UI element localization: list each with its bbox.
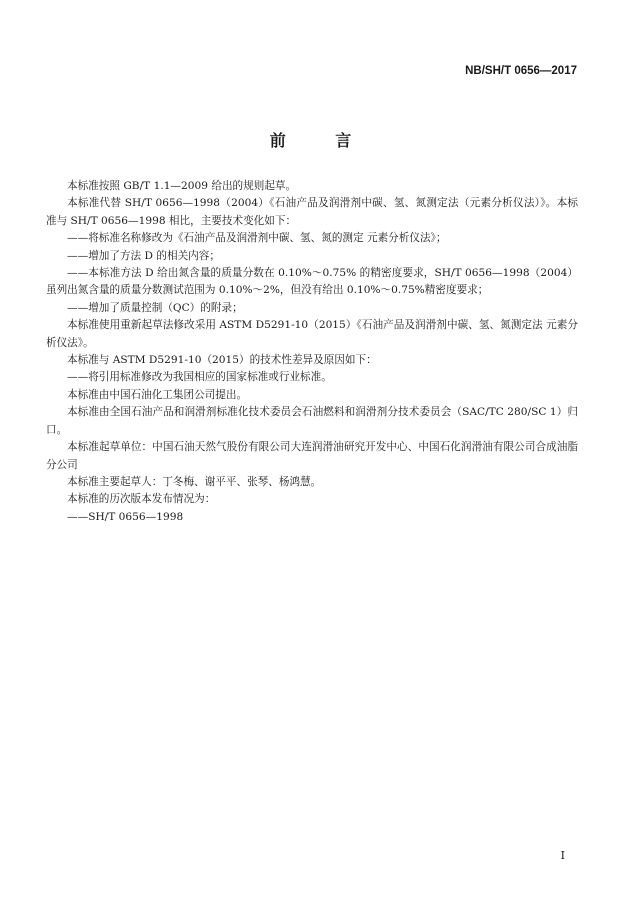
paragraph: 本标准与 ASTM D5291-10（2015）的技术性差异及原因如下：	[67, 354, 377, 367]
paragraph: ——将标准名称修改为《石油产品及润滑剂中碳、氢、氮的测定 元素分析仪法》；	[67, 232, 447, 245]
paragraph: 本标准起草单位：中国石油天然气股份有限公司大连润滑油研究开发中心、中国石化润滑油有限公司合成油脂分公司	[46, 441, 578, 471]
paragraph: 本标准的历次版本发布情况为：	[67, 493, 216, 506]
paragraph: 本标准使用重新起草法修改采用 ASTM D5291-10（2015）《石油产品及润滑剂中碳、氢、氮测定法 元素分析仪法》。	[46, 319, 578, 349]
paragraph: ——本标准方法 D 给出氮含量的质量分数在 0.10%～0.75% 的精密度要求，SH/T 0656—1998（2004）虽列出氮含量的质量分数测试范围为 0.10%～2%，但没有给出 0.10%～0.75%精密度要求；	[46, 267, 578, 297]
paragraph: 本标准按照 GB/T 1.1—2009 给出的规则起草。	[67, 180, 297, 192]
paragraph: 本标准由中国石油化工集团公司提出。	[67, 388, 248, 401]
paragraph: ——增加了质量控制（QC）的附录；	[67, 301, 243, 314]
paragraph: 本标准由全国石油产品和润滑剂标准化技术委员会石油燃料和润滑剂分技术委员会（SAC/TC 280/SC 1）归口。	[46, 406, 578, 436]
paragraph: 本标准代替 SH/T 0656—1998（2004）《石油产品及润滑剂中碳、氢、氮测定法（元素分析仪法）》。本标准与 SH/T 0656—1998 相比，主要技术变化如下：	[46, 197, 578, 227]
paragraph: 本标准主要起草人：丁冬梅、谢平平、张琴、杨鸿慧。	[67, 475, 322, 488]
paragraph: ——SH/T 0656—1998	[67, 510, 184, 523]
page-number: I	[560, 849, 565, 862]
paragraph: ——将引用标准修改为我国相应的国家标准或行业标准。	[67, 371, 332, 384]
page-title: 前 言	[269, 131, 374, 150]
paragraph: ——增加了方法 D 的相关内容；	[67, 249, 220, 262]
standard-code: NB/SH/T 0656—2017	[465, 65, 577, 77]
foreword-body	[46, 178, 578, 526]
